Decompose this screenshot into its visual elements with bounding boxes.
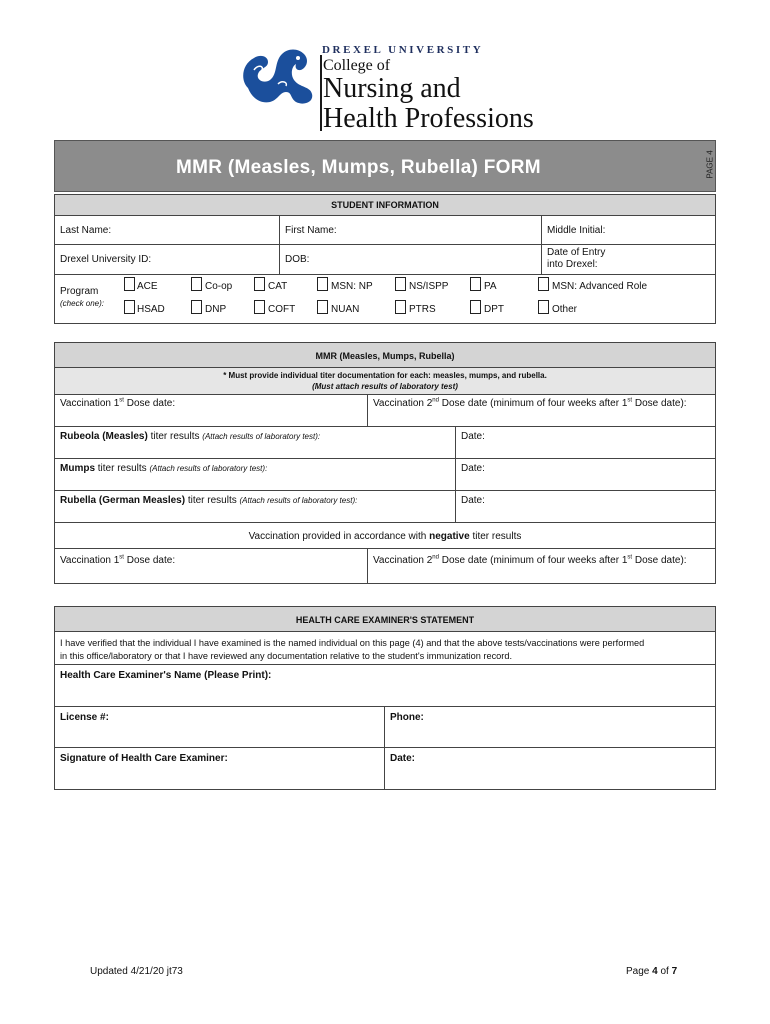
vacc2-sup-2: st [627,554,633,561]
vacc2-sup-2: st [627,397,633,404]
checkbox-hsad[interactable] [124,300,135,314]
date-of-entry-field[interactable]: Date of Entry [547,247,606,258]
examiner-date-field[interactable]: Date: [390,753,416,764]
program-label: Program [60,286,99,297]
vacc1-label: Vaccination 1 [60,398,120,409]
divider [279,216,280,274]
rubeola-label: Rubeola (Measles) [60,431,148,442]
last-name-field[interactable]: Last Name: [60,225,112,236]
vacc1-label-b: Dose date: [123,555,176,566]
rubella-label: Rubella (German Measles) [60,495,186,506]
vacc1-label-b: Dose date: [123,398,176,409]
checkbox-coft[interactable] [254,300,265,314]
vaccination-2nd-dose-neg-field[interactable] [373,555,687,567]
program-option-label: MSN: NP [331,281,373,292]
checkbox-ace[interactable] [124,277,135,291]
checkbox-dpt[interactable] [470,300,481,314]
divider [54,706,716,707]
rubella-titer-field[interactable] [60,495,357,507]
mmr-note: * Must provide individual titer documentation for each: measles, mumps, and rubella. [223,371,547,380]
page-title: MMR (Measles, Mumps, Rubella) FORM [176,157,541,178]
checkbox-pa[interactable] [470,277,481,291]
logo-college: College of [323,57,391,74]
program-option-label: HSAD [137,304,165,315]
vacc1-sup: st [119,554,124,561]
drexel-dragon-logo [238,40,316,110]
neg-b: negative [429,531,470,542]
footer-page-number [626,966,677,978]
neg-c: titer results [469,531,522,542]
program-option-label: ACE [137,281,158,292]
student-info-heading: STUDENT INFORMATION [54,194,716,216]
program-option-label: Co-op [205,281,233,292]
vacc2-sup: nd [432,397,439,404]
checkbox-ptrs[interactable] [395,300,406,314]
page-total: 7 [671,966,678,977]
vacc2-label-c: Dose date): [632,555,687,566]
program-option-label: DPT [484,304,504,315]
divider [541,216,542,274]
program-option-label: NS/ISPP [409,281,449,292]
vacc2-label: Vaccination 2 [373,555,433,566]
page-tab [704,140,716,192]
checkbox-dnp[interactable] [191,300,202,314]
vaccination-1st-dose-neg-field[interactable] [60,555,175,567]
divider [54,522,716,523]
divider [367,548,368,584]
divider [54,244,716,245]
vacc2-label-b: Dose date (minimum of four weeks after 1 [438,398,628,409]
page-a: Page [626,966,653,977]
page-tab-label: PAGE 4 [705,150,715,179]
program-option-label: MSN: Advanced Role [552,281,648,292]
divider [54,426,716,427]
checkbox-ns-ispp[interactable] [395,277,406,291]
divider [54,664,716,665]
vacc2-label-c: Dose date): [632,398,687,409]
program-option-label: NUAN [331,304,360,315]
phone-field[interactable]: Phone: [390,712,424,723]
page-b: of [657,966,672,977]
vacc2-sup: nd [432,554,439,561]
program-option-label: DNP [205,304,227,315]
rubeola-titer-field[interactable] [60,431,320,443]
examiner-heading: HEALTH CARE EXAMINER'S STATEMENT [54,606,716,632]
examiner-name-field[interactable]: Health Care Examiner's Name (Please Print): [60,670,272,681]
program-option-label: PTRS [409,304,436,315]
vacc1-label: Vaccination 1 [60,555,120,566]
divider [455,426,456,523]
dob-field[interactable]: DOB: [285,254,310,265]
middle-initial-field[interactable]: Middle Initial: [547,225,606,236]
attach-hint: (Attach results of laboratory test): [202,432,321,441]
mmr-heading: MMR (Measles, Mumps, Rubella) [54,342,716,368]
checkbox-msn-advanced-role[interactable] [538,277,549,291]
logo-line-health: Health Professions [323,103,534,134]
license-field[interactable]: License #: [60,712,109,723]
vacc2-label: Vaccination 2 [373,398,433,409]
page-num: 4 [652,966,658,977]
vaccination-2nd-dose-field[interactable] [373,398,687,410]
examiner-statement-2: in this office/laboratory or that I have reviewed any documentation relative to the student's immunization record. [60,651,513,661]
vacc1-sup: st [119,397,124,404]
checkbox-nuan[interactable] [317,300,328,314]
program-hint: (check one): [60,299,105,308]
divider [54,274,716,275]
checkbox-cat[interactable] [254,277,265,291]
mumps-titer-field[interactable] [60,463,267,475]
vacc2-label-b: Dose date (minimum of four weeks after 1 [438,555,628,566]
program-option-label: CAT [268,281,288,292]
divider [384,706,385,790]
titer-text: titer results [185,495,240,506]
program-option-label: Other [552,304,578,315]
divider [54,747,716,748]
divider [54,490,716,491]
vaccination-1st-dose-field[interactable] [60,398,175,410]
program-option-label: PA [484,281,497,292]
logo-line-nursing: Nursing and [323,73,461,104]
logo-divider [320,55,322,131]
footer-updated: Updated 4/21/20 jt73 [90,966,183,977]
examiner-statement: I have verified that the individual I have examined is the named individual on this page (4) and that the above tests/vaccinations were performed [60,638,645,648]
mmr-note-attach: (Must attach results of laboratory test) [312,382,458,391]
checkbox-other[interactable] [538,300,549,314]
attach-hint: (Attach results of laboratory test): [239,496,358,505]
checkbox-msn-np[interactable] [317,277,328,291]
divider [54,458,716,459]
attach-hint: (Attach results of laboratory test): [149,464,268,473]
mumps-label: Mumps [60,463,95,474]
program-option-label: COFT [268,304,296,315]
negative-titer-note [55,531,715,543]
logo-university: DREXEL UNIVERSITY [322,44,484,56]
signature-field[interactable]: Signature of Health Care Examiner: [60,753,228,764]
divider [54,548,716,549]
divider [367,394,368,426]
drexel-id-field[interactable]: Drexel University ID: [60,254,152,265]
neg-a: Vaccination provided in accordance with [248,531,430,542]
mumps-date-field[interactable]: Date: [461,463,485,474]
divider [54,394,716,395]
titer-text: titer results [147,431,203,442]
checkbox-coop[interactable] [191,277,202,291]
date-of-entry-label-2: into Drexel: [547,259,598,270]
titer-text: titer results [95,463,150,474]
rubella-date-field[interactable]: Date: [461,495,485,506]
rubeola-date-field[interactable]: Date: [461,431,485,442]
first-name-field[interactable]: First Name: [285,225,337,236]
